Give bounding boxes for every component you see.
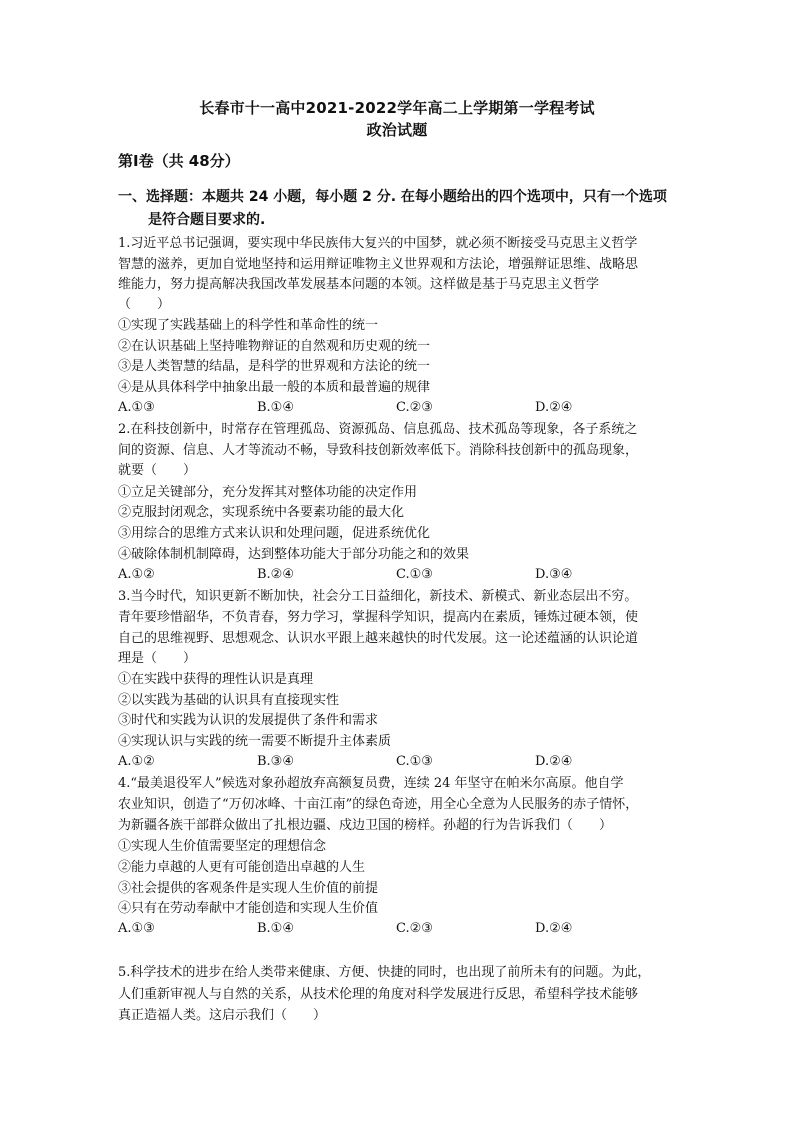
q1-item: ②在认识基础上坚持唯物辩证的自然观和历史观的统一 — [118, 339, 431, 354]
q1-option-d: D.②④ — [535, 400, 573, 415]
q2-option-a: A.①② — [118, 567, 155, 582]
q3-item: ④实现认识与实践的统一需要不断提升主体素质 — [118, 734, 392, 749]
q3-item: ①在实践中获得的理性认识是真理 — [118, 672, 314, 687]
section-instruction: 一、选择题：本题共 24 小题，每小题 2 分. 在每小题给出的四个选项中，只有一个选项 — [118, 189, 667, 205]
section-instruction-cont: 是符合题目要求的. — [148, 212, 266, 228]
q1-stem-line: 智慧的滋养，更加自觉地坚持和运用辩证唯物主义世界观和方法论，增强辩证思维、战略思 — [118, 257, 639, 272]
q1-item: ①实现了实践基础上的科学性和革命性的统一 — [118, 318, 379, 333]
q1-answer-blank: （ ） — [118, 297, 171, 312]
q2-stem-line: 间的资源、信息、人才等流动不畅，导致科技创新效率低下。消除科技创新中的孤岛现象， — [118, 443, 639, 458]
q3-option-b: B.③④ — [257, 754, 294, 769]
part-heading: 第Ⅰ卷（共 48分） — [118, 152, 240, 170]
q2-item: ④破除体制机制障碍，达到整体功能大于部分功能之和的效果 — [118, 547, 470, 562]
q2-option-d: D.③④ — [535, 567, 573, 582]
q2-stem-line: 就要（ ） — [118, 463, 197, 478]
q4-option-b: B.①④ — [257, 921, 294, 936]
q4-item: ④只有在劳动奉献中才能创造和实现人生价值 — [118, 901, 379, 916]
q4-item: ③社会提供的客观条件是实现人生价值的前提 — [118, 881, 379, 896]
q4-option-a: A.①③ — [118, 921, 155, 936]
q5-stem-line: 真正造福人类。这启示我们（ ） — [118, 1008, 327, 1023]
q2-item: ③用综合的思维方式来认识和处理问题，促进系统优化 — [118, 526, 431, 541]
q4-stem-line: 4.“最美退役军人”候选对象孙超放弃高额复员费，连续 24 年坚守在帕米尔高原。他自学 — [118, 776, 624, 791]
q4-option-c: C.②③ — [396, 921, 433, 936]
q5-stem-line: 人们重新审视人与自然的关系，从技术伦理的角度对科学发展进行反思，希望科学技术能够 — [118, 987, 639, 1002]
q2-item: ①立足关键部分，充分发挥其对整体功能的决定作用 — [118, 485, 418, 500]
q3-item: ②以实践为基础的认识具有直接现实性 — [118, 693, 340, 708]
q2-option-b: B.②④ — [257, 567, 294, 582]
q1-stem-line: 1.习近平总书记强调，要实现中华民族伟大复兴的中国梦，就必须不断接受马克思主义哲学 — [118, 236, 638, 251]
q4-stem-line: 为新疆各族干部群众做出了扎根边疆、戍边卫国的榜样。孙超的行为告诉我们（ ） — [118, 818, 613, 833]
q4-item: ②能力卓越的人更有可能创造出卓越的人生 — [118, 860, 366, 875]
q4-option-d: D.②④ — [535, 921, 573, 936]
q1-item: ③是人类智慧的结晶，是科学的世界观和方法论的统一 — [118, 359, 431, 374]
q1-option-a: A.①③ — [118, 400, 155, 415]
q4-stem-line: 农业知识，创造了“万仞冰峰、十亩江南”的绿色奇迹，用全心全意为人民服务的赤子情怀， — [118, 797, 639, 812]
q2-item: ②克服封闭观念，实现系统中各要素功能的最大化 — [118, 505, 405, 520]
q1-option-b: B.①④ — [257, 400, 294, 415]
exam-title: 长春市十一高中2021-2022学年高二上学期第一学程考试 — [199, 99, 595, 117]
q1-item: ④是从具体科学中抽象出最一般的本质和最普遍的规律 — [118, 380, 431, 395]
q3-option-a: A.①② — [118, 754, 155, 769]
q3-stem-line: 自己的思维视野、思想观念、认识水平跟上越来越快的时代发展。这一论述蕴涵的认识论道 — [118, 631, 639, 646]
q3-stem-line: 青年要珍惜韶华，不负青春，努力学习，掌握科学知识，提高内在素质，锤炼过硬本领，使 — [118, 610, 639, 625]
q4-item: ①实现人生价值需要坚定的理想信念 — [118, 839, 327, 854]
q1-option-c: C.②③ — [396, 400, 433, 415]
q3-item: ③时代和实践为认识的发展提供了条件和需求 — [118, 713, 379, 728]
q2-stem-line: 2.在科技创新中，时常存在管理孤岛、资源孤岛、信息孤岛、技术孤岛等现象，各子系统之 — [118, 422, 638, 437]
q3-stem-line: 理是（ ） — [118, 651, 197, 666]
q1-stem-line: 维能力，努力提高解决我国改革发展基本问题的本领。这样做是基于马克思主义哲学 — [118, 277, 600, 292]
q5-stem-line: 5.科学技术的进步在给人类带来健康、方便、快捷的同时，也出现了前所未有的问题。为此， — [118, 965, 651, 980]
q3-option-d: D.②④ — [535, 754, 573, 769]
q3-stem-line: 3.当今时代，知识更新不断加快，社会分工日益细化，新技术、新模式、新业态层出不穷。 — [118, 589, 638, 604]
q3-option-c: C.①③ — [396, 754, 433, 769]
q2-option-c: C.①③ — [396, 567, 433, 582]
exam-subtitle: 政治试题 — [366, 121, 428, 139]
